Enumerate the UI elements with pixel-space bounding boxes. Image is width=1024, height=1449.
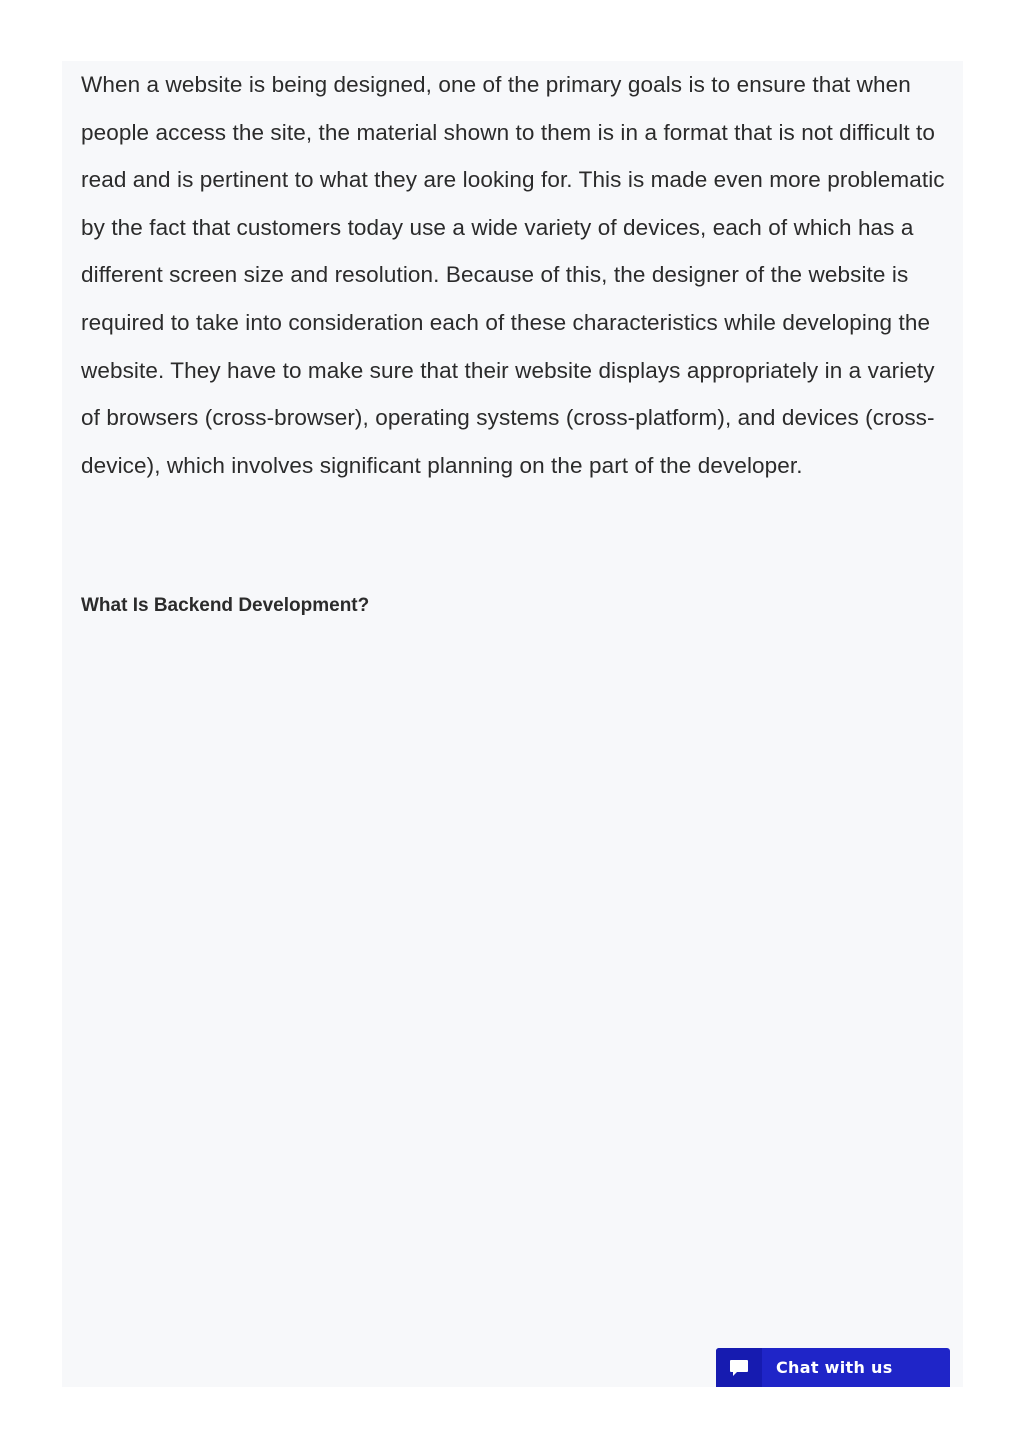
section-heading: What Is Backend Development? (81, 595, 370, 616)
article-content (62, 61, 963, 1387)
chat-bubble-icon (728, 1357, 750, 1379)
chat-button[interactable] (716, 1348, 950, 1387)
chat-icon-container (716, 1348, 762, 1387)
article-paragraph: When a website is being designed, one of the primary goals is to ensure that when people access the site, the material shown to them is in a format that is not difficult to read and is pertinent to what they are looking for. This is made even more problematic by the fact that customers today use a wide variety of devices, each of which has a different screen size and resolution. Because of this, the designer of the website is required to take into consideration each of these characteristics while developing the website. They have to make sure that their website displays appropriately in a variety of browsers (cross-browser), operating systems (cross-platform), and devices (cross-device), which involves significant planning on the part of the developer. (81, 72, 945, 478)
chat-button-label: Chat with us (776, 1358, 893, 1377)
